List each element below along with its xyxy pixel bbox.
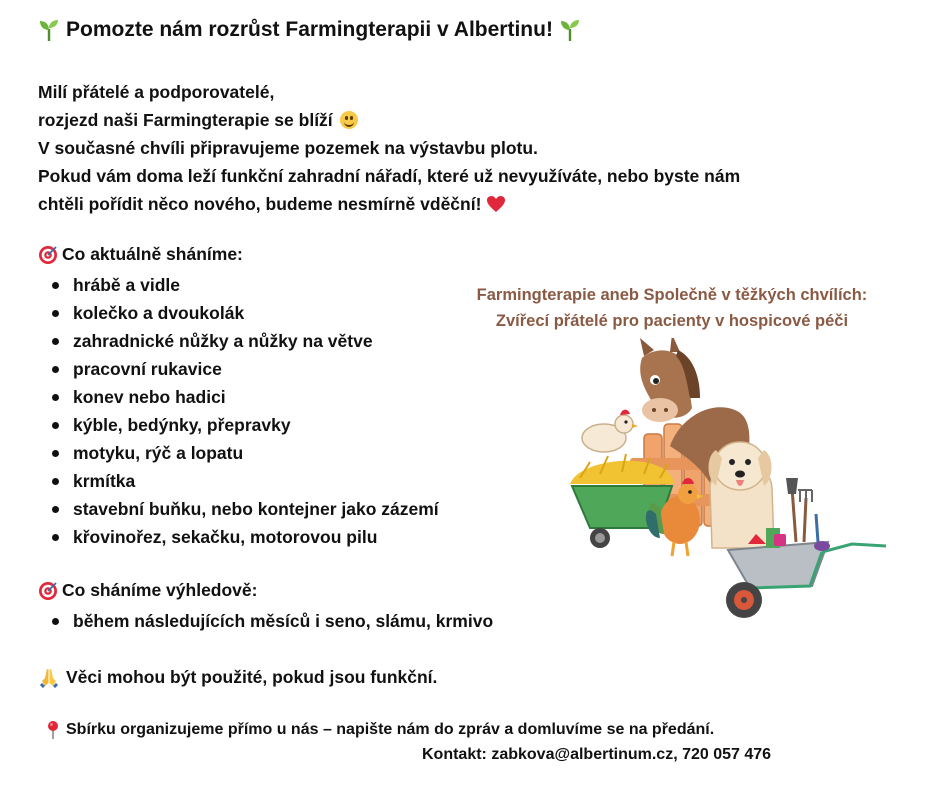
list-item: křovinořez, sekačku, motorovou pilu: [38, 523, 439, 551]
intro-launch-text: rozjezd naši Farmingterapie se blíží: [38, 110, 333, 130]
illustration-caption: [428, 282, 916, 334]
page-title: [38, 18, 581, 42]
red-heart-icon: [486, 195, 506, 213]
future-needs-list: [38, 607, 493, 635]
list-item: během následujících měsíců i seno, slámu, krmivo: [38, 607, 493, 635]
caption-line-2: Zvířecí přátelé pro pacienty v hospicové péči: [495, 312, 849, 330]
round-pushpin-icon: [46, 720, 60, 740]
list-item: hrábě a vidle: [38, 271, 439, 299]
direct-hit-icon: [38, 245, 58, 265]
intro-thanks-text: chtěli pořídit něco nového, budeme nesmírně vděční!: [38, 194, 482, 214]
condition-note-text: Věci mohou být použité, pokud jsou funkční.: [66, 666, 438, 687]
intro-line-request: Pokud vám doma leží funkční zahradní nářadí, které už nevyužíváte, nebo byste nám: [38, 166, 741, 186]
folded-hands-icon: [38, 666, 60, 688]
sprout-icon: [38, 18, 60, 42]
current-needs-heading-text: Co aktuálně sháníme:: [62, 244, 243, 264]
condition-note: [38, 666, 437, 688]
direct-hit-icon: [38, 581, 58, 601]
list-item: konev nebo hadici: [38, 383, 439, 411]
intro-line-launch: [38, 106, 740, 134]
collection-info-text: Sbírku organizujeme přímo u nás – napište nám do zpráv a domluvíme se na předání.: [66, 721, 715, 738]
caption-line-1: Farmingterapie aneb Společně v těžkých chvílích:: [476, 286, 868, 304]
title-text: Pomozte nám rozrůst Farmingterapii v Albertinu!: [66, 18, 553, 41]
intro-greeting: Milí přátelé a podporovatelé,: [38, 82, 275, 102]
list-item: kolečko a dvoukolák: [38, 299, 439, 327]
intro-line-thanks: [38, 190, 740, 218]
list-item: pracovní rukavice: [38, 355, 439, 383]
list-item: kýble, bedýnky, přepravky: [38, 411, 439, 439]
list-item: stavební buňku, nebo kontejner jako zázemí: [38, 495, 439, 523]
current-needs-heading: [38, 244, 243, 265]
current-needs-list: [38, 271, 439, 551]
farm-animals-illustration: [560, 338, 900, 630]
list-item: motyku, rýč a lopatu: [38, 439, 439, 467]
list-item: krmítka: [38, 467, 439, 495]
slightly-smiling-face-icon: [340, 111, 358, 129]
list-item: zahradnické nůžky a nůžky na větve: [38, 327, 439, 355]
hen: [582, 410, 638, 452]
intro-line-preparation: V současné chvíli připravujeme pozemek na výstavbu plotu.: [38, 138, 538, 158]
intro-paragraph: [38, 78, 740, 218]
future-needs-heading-text: Co sháníme výhledově:: [62, 580, 258, 600]
collection-info: [46, 720, 714, 740]
sprout-icon: [559, 18, 581, 42]
future-needs-heading: [38, 580, 257, 601]
contact-info: Kontakt: zabkova@albertinum.cz, 720 057 476: [422, 746, 772, 763]
dog: [709, 442, 775, 548]
